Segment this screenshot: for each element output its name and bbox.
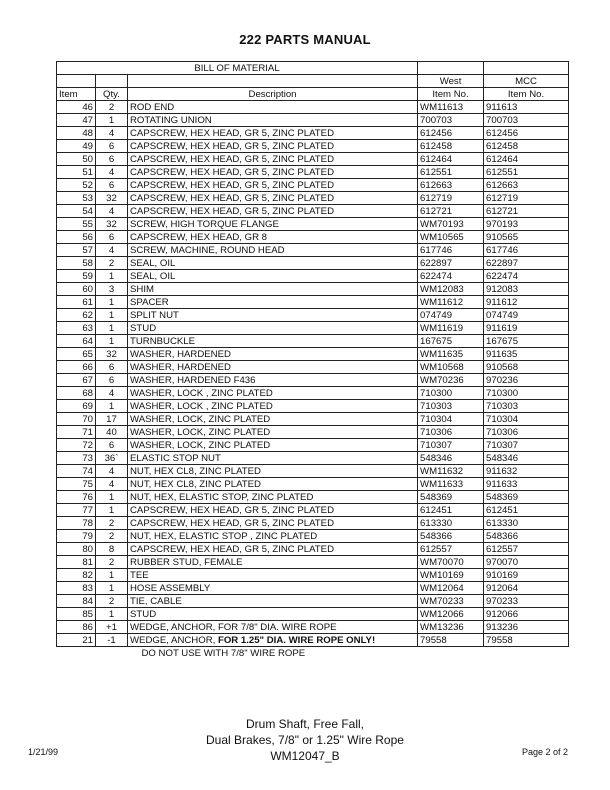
mcc-item-no: 710303 [484,400,569,413]
quantity: 2 [96,257,128,270]
description: WASHER, LOCK , ZINC PLATED [128,400,418,413]
west-item-no: 612456 [418,127,484,140]
item-number: 85 [57,608,96,621]
item-number: 64 [57,335,96,348]
item-number: 46 [57,101,96,114]
table-row [57,400,569,413]
table-row [57,309,569,322]
table-row [57,114,569,127]
quantity: 1 [96,608,128,621]
quantity: 1 [96,400,128,413]
west-item-no: 612721 [418,205,484,218]
west-item-no: WM10568 [418,361,484,374]
item-number: 49 [57,140,96,153]
qty-header: Qty. [96,88,128,101]
mcc-item-no: 970233 [484,595,569,608]
item-number: 54 [57,205,96,218]
table-row [57,257,569,270]
description: SEAL, OIL [128,270,418,283]
item-number: 51 [57,166,96,179]
quantity: 36` [96,452,128,465]
table-row [57,153,569,166]
item-number: 48 [57,127,96,140]
description-emphasis: FOR 1.25" DIA. WIRE ROPE ONLY! [217,634,376,646]
mcc-item-no: 700703 [484,114,569,127]
description: NUT, HEX CL8, ZINC PLATED [128,465,418,478]
table-row [57,361,569,374]
west-item-no: WM70236 [418,374,484,387]
west-item-no: WM11612 [418,296,484,309]
mcc-item-no: 612464 [484,153,569,166]
west-item-no: 167675 [418,335,484,348]
table-row [57,231,569,244]
mcc-item-no: 710304 [484,413,569,426]
west-item-no: 79558 [418,634,484,647]
mcc-item-no: 617746 [484,244,569,257]
mcc-item-no: 911613 [484,101,569,114]
west-item-no: 613330 [418,517,484,530]
quantity: 40 [96,426,128,439]
quantity: 32 [96,192,128,205]
description: CAPSCREW, HEX HEAD, GR 5, ZINC PLATED [128,179,418,192]
description: WASHER, HARDENED F436 [128,374,418,387]
description: WASHER, HARDENED [128,348,418,361]
description: RUBBER STUD, FEMALE [128,556,418,569]
table-row [57,595,569,608]
description: STUD [128,322,418,335]
quantity: 2 [96,517,128,530]
table-row [57,465,569,478]
west-item-no: WM11635 [418,348,484,361]
table-row [57,218,569,231]
item-number: 50 [57,153,96,166]
item-number: 60 [57,283,96,296]
table-row [57,413,569,426]
item-number: 66 [57,361,96,374]
mcc-item-no: 613330 [484,517,569,530]
mcc-item-no: 612551 [484,166,569,179]
quantity: 4 [96,387,128,400]
mcc-item-no: 548346 [484,452,569,465]
quantity: 6 [96,140,128,153]
mcc-item-no: 548369 [484,491,569,504]
quantity: 1 [96,504,128,517]
table-row [57,556,569,569]
quantity: 4 [96,478,128,491]
description: CAPSCREW, HEX HEAD, GR 5, ZINC PLATED [128,504,418,517]
west-item-no: WM11632 [418,465,484,478]
mcc-item-no-header: Item No. [484,88,569,101]
description: WASHER, LOCK , ZINC PLATED [128,387,418,400]
column-header-row [57,88,569,101]
item-header: Item [57,88,96,101]
mcc-item-no: 074749 [484,309,569,322]
description: CAPSCREW, HEX HEAD, GR 5, ZINC PLATED [128,205,418,218]
description: CAPSCREW, HEX HEAD, GR 5, ZINC PLATED [128,166,418,179]
west-item-no: 612719 [418,192,484,205]
table-row [57,140,569,153]
table-row [57,543,569,556]
description: CAPSCREW, HEX HEAD, GR 5, ZINC PLATED [128,153,418,166]
quantity: 32 [96,218,128,231]
table-row [57,387,569,400]
description: CAPSCREW, HEX HEAD, GR 5, ZINC PLATED [128,140,418,153]
table-row [57,582,569,595]
mcc-item-no: 167675 [484,335,569,348]
description: ROD END [128,101,418,114]
mcc-item-no: 970236 [484,374,569,387]
description: CAPSCREW, HEX HEAD, GR 5, ZINC PLATED [128,127,418,140]
quantity: 1 [96,114,128,127]
description: SCREW, MACHINE, ROUND HEAD [128,244,418,257]
quantity: 1 [96,582,128,595]
bill-of-material-table [56,61,569,659]
quantity: 4 [96,166,128,179]
item-number: 73 [57,452,96,465]
table-row [57,283,569,296]
quantity: 6 [96,153,128,166]
west-item-no: WM12064 [418,582,484,595]
west-item-no: WM70070 [418,556,484,569]
table-row [57,517,569,530]
note-spacer [57,647,96,660]
mcc-item-no: 912083 [484,283,569,296]
quantity: 1 [96,335,128,348]
mcc-item-no: 612719 [484,192,569,205]
description: NUT, HEX CL8, ZINC PLATED [128,478,418,491]
quantity: 6 [96,179,128,192]
description: TIE, CABLE [128,595,418,608]
item-number: 78 [57,517,96,530]
description: SCREW, HIGH TORQUE FLANGE [128,218,418,231]
west-item-no: 612551 [418,166,484,179]
west-item-no: 710306 [418,426,484,439]
table-row [57,192,569,205]
description: TURNBUCKLE [128,335,418,348]
west-item-no: 622897 [418,257,484,270]
table-row [57,166,569,179]
west-group-header: West [418,75,484,88]
west-item-no: 548369 [418,491,484,504]
west-item-no: WM12066 [418,608,484,621]
quantity: 6 [96,374,128,387]
item-number: 77 [57,504,96,517]
quantity: 1 [96,296,128,309]
mcc-item-no: 79558 [484,634,569,647]
item-number: 80 [57,543,96,556]
quantity: 6 [96,231,128,244]
west-item-no: 617746 [418,244,484,257]
table-row [57,608,569,621]
item-number: 76 [57,491,96,504]
table-row [57,426,569,439]
item-number: 55 [57,218,96,231]
mcc-item-no: 710300 [484,387,569,400]
description: CAPSCREW, HEX HEAD, GR 8 [128,231,418,244]
quantity: 2 [96,595,128,608]
item-number: 81 [57,556,96,569]
item-number: 57 [57,244,96,257]
quantity: -1 [96,634,128,647]
description: WASHER, HARDENED [128,361,418,374]
table-row [57,348,569,361]
table-row [57,491,569,504]
page-title: 222 PARTS MANUAL [239,32,371,47]
quantity: 1 [96,270,128,283]
item-number: 86 [57,621,96,634]
table-row [57,439,569,452]
mcc-item-no: 622474 [484,270,569,283]
description [128,634,418,647]
west-item-no: 074749 [418,309,484,322]
west-item-no: WM11613 [418,101,484,114]
mcc-item-no: 710306 [484,426,569,439]
mcc-item-no: 622897 [484,257,569,270]
table-row [57,296,569,309]
note-spacer [96,647,128,660]
quantity: 2 [96,530,128,543]
description: SHIM [128,283,418,296]
footer-line-2: Dual Brakes, 7/8" or 1.25" Wire Rope [206,733,404,747]
west-item-no: 612451 [418,504,484,517]
west-item-no: WM10169 [418,569,484,582]
description: WEDGE, ANCHOR, FOR 7/8" DIA. WIRE ROPE [128,621,418,634]
drawing-description [0,716,610,764]
item-number: 56 [57,231,96,244]
west-item-no-header: Item No. [418,88,484,101]
item-number: 84 [57,595,96,608]
quantity: 4 [96,205,128,218]
quantity: 1 [96,491,128,504]
mcc-item-no: 612456 [484,127,569,140]
west-item-no: WM11619 [418,322,484,335]
mcc-item-no: 911612 [484,296,569,309]
description: CAPSCREW, HEX HEAD, GR 5, ZINC PLATED [128,517,418,530]
table-row [57,621,569,634]
west-item-no: WM10565 [418,231,484,244]
item-number: 21 [57,634,96,647]
description: HOSE ASSEMBLY [128,582,418,595]
description: ROTATING UNION [128,114,418,127]
mcc-item-no: 612663 [484,179,569,192]
west-item-no: 548366 [418,530,484,543]
item-number: 70 [57,413,96,426]
description: WASHER, LOCK, ZINC PLATED [128,426,418,439]
table-row [57,179,569,192]
mcc-item-no: 612451 [484,504,569,517]
mcc-item-no: 912066 [484,608,569,621]
quantity: 1 [96,569,128,582]
quantity: 4 [96,465,128,478]
description: CAPSCREW, HEX HEAD, GR 5, ZINC PLATED [128,192,418,205]
quantity: 4 [96,127,128,140]
table-row [57,569,569,582]
item-number: 53 [57,192,96,205]
item-number: 69 [57,400,96,413]
quantity: 32 [96,348,128,361]
table-row [57,478,569,491]
table-row [57,634,569,647]
mcc-item-no: 910169 [484,569,569,582]
table-row [57,270,569,283]
footer-page-number: Page 2 of 2 [521,747,568,757]
description: WASHER, LOCK, ZINC PLATED [128,413,418,426]
west-item-no: 710304 [418,413,484,426]
table-row [57,530,569,543]
mcc-item-no: 912064 [484,582,569,595]
quantity: 6 [96,361,128,374]
item-number: 47 [57,114,96,127]
table-row [57,101,569,114]
description: STUD [128,608,418,621]
item-number: 68 [57,387,96,400]
item-number: 58 [57,257,96,270]
item-number: 82 [57,569,96,582]
table-row [57,244,569,257]
description: WASHER, LOCK, ZINC PLATED [128,439,418,452]
item-number: 71 [57,426,96,439]
quantity: 8 [96,543,128,556]
west-item-no: WM70233 [418,595,484,608]
mcc-item-no: 910568 [484,361,569,374]
item-number: 65 [57,348,96,361]
west-item-no: 612458 [418,140,484,153]
quantity: 1 [96,309,128,322]
west-item-no: 710303 [418,400,484,413]
table-row [57,504,569,517]
item-number: 61 [57,296,96,309]
west-item-no: 548346 [418,452,484,465]
item-number: 79 [57,530,96,543]
note-spacer [418,647,484,660]
note-row [57,647,569,660]
item-number: 83 [57,582,96,595]
mcc-item-no: 612458 [484,140,569,153]
warning-note: DO NOT USE WITH 7/8" WIRE ROPE [128,647,418,660]
description: NUT, HEX, ELASTIC STOP, ZINC PLATED [128,491,418,504]
mcc-group-header: MCC [484,75,569,88]
description-text: WEDGE, ANCHOR, [130,634,218,646]
item-number: 75 [57,478,96,491]
west-item-no: WM70193 [418,218,484,231]
item-number: 72 [57,439,96,452]
west-item-no: WM12083 [418,283,484,296]
west-item-no: WM13236 [418,621,484,634]
mcc-item-no: 911633 [484,478,569,491]
table-row [57,452,569,465]
mcc-item-no: 710307 [484,439,569,452]
west-item-no: 710307 [418,439,484,452]
item-number: 67 [57,374,96,387]
description: SPLIT NUT [128,309,418,322]
table-row [57,127,569,140]
mcc-item-no: 612557 [484,543,569,556]
bom-title: BILL OF MATERIAL [57,62,418,75]
quantity: 17 [96,413,128,426]
item-number: 59 [57,270,96,283]
mcc-item-no: 970070 [484,556,569,569]
footer-line-1: Drum Shaft, Free Fall, [245,717,365,731]
quantity: 1 [96,322,128,335]
description: CAPSCREW, HEX HEAD, GR 5, ZINC PLATED [128,543,418,556]
west-item-no: 612663 [418,179,484,192]
description-header: Description [128,88,418,101]
description: TEE [128,569,418,582]
footer-part-number: WM12047_B [270,749,340,763]
item-number: 63 [57,322,96,335]
west-item-no: 612464 [418,153,484,166]
description: SEAL, OIL [128,257,418,270]
description: SPACER [128,296,418,309]
mcc-item-no: 911619 [484,322,569,335]
note-spacer [484,647,569,660]
description: NUT, HEX, ELASTIC STOP , ZINC PLATED [128,530,418,543]
item-number: 52 [57,179,96,192]
quantity: 6 [96,439,128,452]
item-number: 74 [57,465,96,478]
table-row [57,374,569,387]
mcc-item-no: 913236 [484,621,569,634]
mcc-item-no: 612721 [484,205,569,218]
table-row [57,205,569,218]
west-item-no: 710300 [418,387,484,400]
bom-title-row [57,62,569,75]
quantity: 3 [96,283,128,296]
quantity: 4 [96,244,128,257]
quantity: 2 [96,101,128,114]
west-item-no: 700703 [418,114,484,127]
mcc-item-no: 970193 [484,218,569,231]
west-item-no: 612557 [418,543,484,556]
west-item-no: WM11633 [418,478,484,491]
quantity: +1 [96,621,128,634]
column-group-row [57,75,569,88]
quantity: 2 [96,556,128,569]
mcc-item-no: 910565 [484,231,569,244]
description: ELASTIC STOP NUT [128,452,418,465]
item-number: 62 [57,309,96,322]
table-row [57,335,569,348]
mcc-item-no: 548366 [484,530,569,543]
west-item-no: 622474 [418,270,484,283]
footer-date: 1/21/99 [28,747,59,757]
mcc-item-no: 911632 [484,465,569,478]
mcc-item-no: 911635 [484,348,569,361]
table-row [57,322,569,335]
